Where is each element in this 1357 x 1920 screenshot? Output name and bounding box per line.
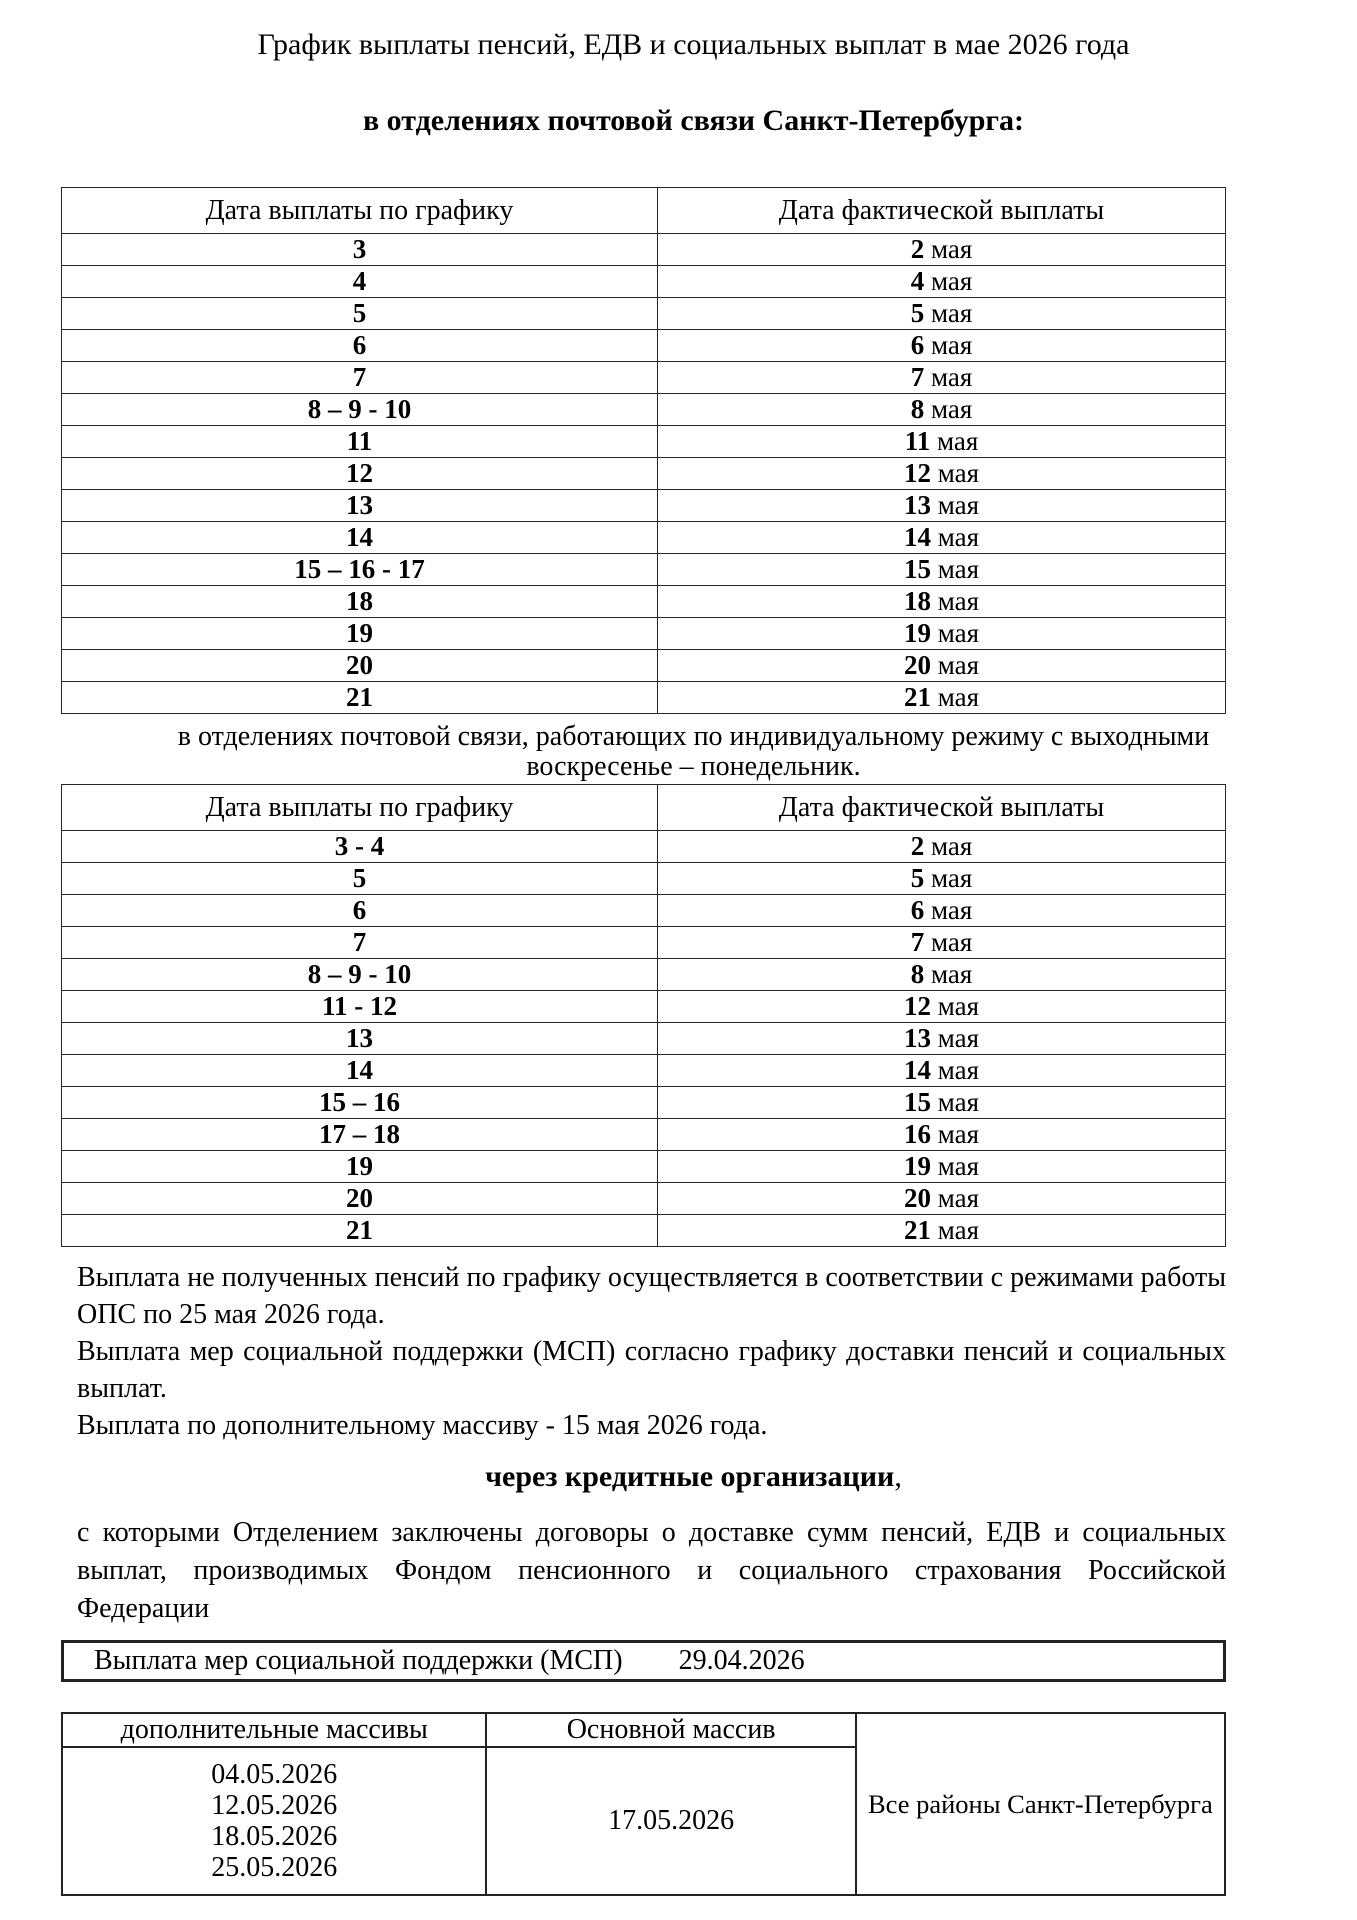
- additional-date: 04.05.2026: [211, 1759, 338, 1790]
- table-row: [62, 959, 1226, 991]
- note-msp-delivery: Выплата мер социальной поддержки (МСП) согласно графику доставки пенсий и социальных выплат.: [77, 1336, 1226, 1404]
- table-row: [62, 1151, 1226, 1183]
- scheduled-date-cell: 11 - 12: [62, 991, 658, 1023]
- table-row: [62, 1215, 1226, 1247]
- msp-payment-box: [61, 1640, 1226, 1682]
- actual-date-cell: 12 мая: [657, 458, 1225, 490]
- actual-date-cell: 15 мая: [657, 554, 1225, 586]
- region-cell: Все районы Санкт-Петербурга: [856, 1713, 1225, 1895]
- scheduled-date-cell: 6: [62, 330, 658, 362]
- scheduled-date-cell: 15 – 16 - 17: [62, 554, 658, 586]
- table-row: [62, 266, 1226, 298]
- scheduled-date-cell: 13: [62, 1023, 658, 1055]
- table-row: [62, 298, 1226, 330]
- scheduled-date-cell: 19: [62, 1151, 658, 1183]
- actual-date-cell: 11 мая: [657, 426, 1225, 458]
- additional-date: 18.05.2026: [211, 1821, 338, 1852]
- table-row: [62, 618, 1226, 650]
- credit-organizations-paragraph: с которыми Отделением заключены договоры о доставке сумм пенсий, ЕДВ и социальных выплат, производимых Фондом пенсионного и социального страхования Российской Федерации: [77, 1517, 1226, 1624]
- scheduled-date-cell: 15 – 16: [62, 1087, 658, 1119]
- scheduled-date-header: Дата выплаты по графику: [62, 785, 658, 831]
- post-office-schedule-table: [61, 187, 1226, 714]
- table-header-row: [62, 785, 1226, 831]
- actual-date-cell: 14 мая: [657, 522, 1225, 554]
- msp-date: 29.04.2026: [678, 1645, 805, 1676]
- table-header-row: [62, 188, 1226, 234]
- table-row: [62, 991, 1226, 1023]
- table-row: [62, 927, 1226, 959]
- table-row: [62, 522, 1226, 554]
- scheduled-date-cell: 8 – 9 - 10: [62, 394, 658, 426]
- scheduled-date-header: Дата выплаты по графику: [62, 188, 658, 234]
- note-additional-array: Выплата по дополнительному массиву - 15 мая 2026 года.: [77, 1410, 768, 1441]
- table-row: [62, 1055, 1226, 1087]
- scheduled-date-cell: 18: [62, 586, 658, 618]
- msp-label: Выплата мер социальной поддержки (МСП): [94, 1645, 623, 1676]
- additional-date: 12.05.2026: [211, 1790, 338, 1821]
- table-row: [62, 554, 1226, 586]
- table-row: [62, 1087, 1226, 1119]
- scheduled-date-cell: 8 – 9 - 10: [62, 959, 658, 991]
- scheduled-date-cell: 4: [62, 266, 658, 298]
- credit-organizations-heading-text: через кредитные организации: [485, 1460, 895, 1493]
- actual-date-cell: 18 мая: [657, 586, 1225, 618]
- main-date-cell: 17.05.2026: [486, 1747, 855, 1895]
- actual-date-cell: 6 мая: [657, 330, 1225, 362]
- scheduled-date-cell: 5: [62, 863, 658, 895]
- table-row: [62, 1183, 1226, 1215]
- actual-date-cell: 7 мая: [657, 927, 1225, 959]
- table-row: [62, 895, 1226, 927]
- credit-organizations-heading-comma: ,: [894, 1460, 902, 1493]
- scheduled-date-cell: 20: [62, 650, 658, 682]
- actual-date-cell: 7 мая: [657, 362, 1225, 394]
- actual-date-cell: 8 мая: [657, 394, 1225, 426]
- note-unreceived-pensions: Выплата не полученных пенсий по графику осуществляется в соответствии с режимами работы ОПС по 25 мая 2026 года.: [77, 1262, 1226, 1330]
- actual-date-cell: 16 мая: [657, 1119, 1225, 1151]
- actual-date-cell: 12 мая: [657, 991, 1225, 1023]
- actual-date-cell: 8 мая: [657, 959, 1225, 991]
- actual-date-cell: 5 мая: [657, 298, 1225, 330]
- table-row: [62, 490, 1226, 522]
- table-row: [62, 863, 1226, 895]
- table-row: [62, 650, 1226, 682]
- actual-date-cell: 2 мая: [657, 234, 1225, 266]
- table-row: [62, 1119, 1226, 1151]
- table-row: [62, 426, 1226, 458]
- actual-date-cell: 4 мая: [657, 266, 1225, 298]
- additional-arrays-header: дополнительные массивы: [62, 1713, 486, 1747]
- scheduled-date-cell: 20: [62, 1183, 658, 1215]
- scheduled-date-cell: 13: [62, 490, 658, 522]
- scheduled-date-cell: 14: [62, 522, 658, 554]
- additional-dates-cell: [62, 1747, 486, 1895]
- actual-date-header: Дата фактической выплаты: [657, 188, 1225, 234]
- actual-date-cell: 20 мая: [657, 1183, 1225, 1215]
- actual-date-cell: 6 мая: [657, 895, 1225, 927]
- actual-date-cell: 5 мая: [657, 863, 1225, 895]
- scheduled-date-cell: 5: [62, 298, 658, 330]
- actual-date-cell: 19 мая: [657, 1151, 1225, 1183]
- actual-date-cell: 21 мая: [657, 1215, 1225, 1247]
- individual-mode-note-line2: воскресенье – понедельник.: [526, 751, 861, 782]
- actual-date-cell: 14 мая: [657, 1055, 1225, 1087]
- additional-date: 25.05.2026: [211, 1852, 338, 1883]
- table-row: [62, 682, 1226, 714]
- credit-organizations-heading: [61, 1460, 1226, 1494]
- table-row: [62, 586, 1226, 618]
- scheduled-date-cell: 7: [62, 927, 658, 959]
- scheduled-date-cell: 6: [62, 895, 658, 927]
- actual-date-header: Дата фактической выплаты: [657, 785, 1225, 831]
- table-row: [62, 234, 1226, 266]
- scheduled-date-cell: 7: [62, 362, 658, 394]
- actual-date-cell: 21 мая: [657, 682, 1225, 714]
- table-row: [62, 362, 1226, 394]
- scheduled-date-cell: 12: [62, 458, 658, 490]
- scheduled-date-cell: 14: [62, 1055, 658, 1087]
- actual-date-cell: 13 мая: [657, 1023, 1225, 1055]
- actual-date-cell: 2 мая: [657, 831, 1225, 863]
- scheduled-date-cell: 21: [62, 1215, 658, 1247]
- individual-mode-note-line1: в отделениях почтовой связи, работающих по индивидуальному режиму с выходными: [177, 721, 1210, 752]
- actual-date-cell: 13 мая: [657, 490, 1225, 522]
- individual-schedule-table: [61, 784, 1226, 1247]
- scheduled-date-cell: 11: [62, 426, 658, 458]
- individual-mode-note: [61, 722, 1226, 782]
- table-row: [62, 394, 1226, 426]
- scheduled-date-cell: 3 - 4: [62, 831, 658, 863]
- main-array-header: Основной массив: [486, 1713, 855, 1747]
- credit-table-header-row: [62, 1713, 1225, 1747]
- actual-date-cell: 19 мая: [657, 618, 1225, 650]
- actual-date-cell: 15 мая: [657, 1087, 1225, 1119]
- table-row: [62, 458, 1226, 490]
- scheduled-date-cell: 19: [62, 618, 658, 650]
- table-row: [62, 1023, 1226, 1055]
- post-offices-subtitle: в отделениях почтовой связи Санкт-Петербурга:: [362, 104, 1025, 137]
- table-row: [62, 831, 1226, 863]
- scheduled-date-cell: 3: [62, 234, 658, 266]
- actual-date-cell: 20 мая: [657, 650, 1225, 682]
- scheduled-date-cell: 17 – 18: [62, 1119, 658, 1151]
- page-title: График выплаты пенсий, ЕДВ и социальных выплат в мае 2026 года: [257, 28, 1130, 61]
- table-row: [62, 330, 1226, 362]
- credit-organizations-table: [61, 1712, 1226, 1896]
- notes-block: [61, 1259, 1226, 1444]
- scheduled-date-cell: 21: [62, 682, 658, 714]
